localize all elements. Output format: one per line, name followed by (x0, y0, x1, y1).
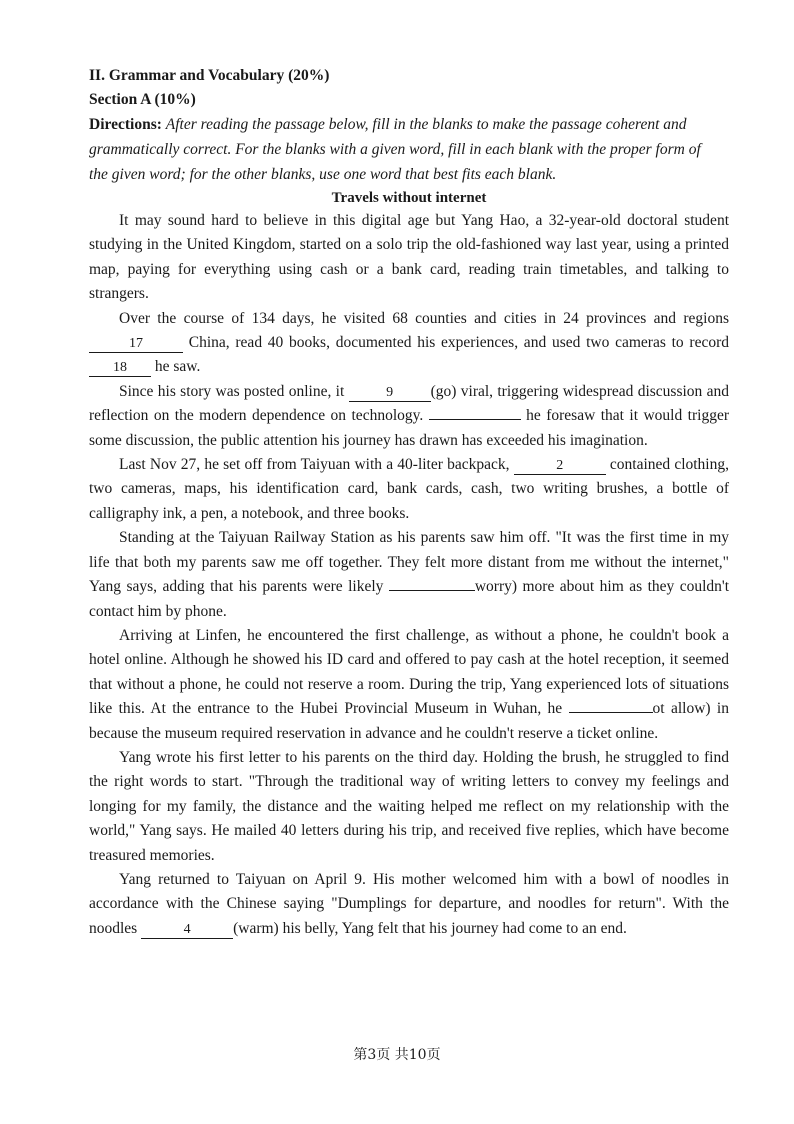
page-number: 第3页 共10页 (353, 1047, 441, 1063)
blank-21[interactable]: 2 (514, 458, 606, 475)
blank-23[interactable] (569, 712, 653, 713)
paragraph-6-text-b: ot allow) in because the museum required reservation in advance and he couldn't reserve a ticket online. (89, 700, 729, 742)
blank-19[interactable]: 9 (349, 385, 431, 402)
directions-text: After reading the passage below, fill in the blanks to make the passage coherent and grammatically correct. For the blanks with a given word, fill in each blank with the proper form of the given word; for the other blanks, use one word that best fits each blank. (89, 116, 701, 183)
blank-24[interactable]: 4 (141, 922, 233, 939)
directions (89, 112, 704, 187)
exam-page (89, 64, 729, 941)
blank-20[interactable] (429, 419, 521, 420)
blank-18[interactable]: 18 (89, 360, 151, 377)
paragraph-5-text-b: worry) more about him as they couldn't contact him by phone. (89, 578, 729, 620)
paragraph-2-text-b: China, read 40 books, documented his experiences, and used two cameras to record (183, 334, 729, 352)
paragraph-4-text-a: Last Nov 27, he set off from Taiyuan with a 40-liter backpack, (119, 456, 514, 474)
paragraph-3 (89, 380, 729, 453)
paragraph-6 (89, 624, 729, 746)
paragraph-3-text-c: he foresaw that it would trigger some discussion, the public attention his journey has drawn has exceeded his imagination. (89, 407, 730, 449)
paragraph-8-text-a: Yang returned to Taiyuan on April 9. His mother welcomed him with a bowl of noodles in accordance with the Chinese saying "Dumplings for departure, and noodles for return". With the noodles (89, 870, 729, 937)
blank-22[interactable] (389, 590, 475, 591)
paragraph-5 (89, 526, 729, 624)
paragraph-6-text-a: Arriving at Linfen, he encountered the first challenge, as without a phone, he couldn't book a hotel online. Although he showed his ID card and offered to pay cash at the hotel reception, it seemed that without a phone, he could not reserve a room. During the trip, Yang experienced lots of situations like this. At the entrance to the Hubei Provincial Museum in Wuhan, he (89, 626, 729, 718)
section-title: II. Grammar and Vocabulary (20%) (89, 67, 330, 84)
blank-17[interactable]: 17 (89, 336, 183, 353)
paragraph-5-text-a: Standing at the Taiyuan Railway Station as his parents saw him off. "It was the first time in my life that both my parents saw me off together. They felt more distant from me without the internet," Yang says, adding that his parents were likely (89, 529, 729, 596)
paragraph-1: It may sound hard to believe in this digital age but Yang Hao, a 32-year-old doctoral student studying in the United Kingdom, started on a solo trip the old-fashioned way last year, using a printed map, paying for everything using cash or a bank card, reading train timetables, and talking to strangers. (89, 212, 729, 303)
paragraph-8-text-b: (warm) his belly, Yang felt that his journey had come to an end. (233, 919, 627, 937)
paragraph-7: Yang wrote his first letter to his parents on the third day. Holding the brush, he struggled to find the right words to start. "Through the traditional way of writing letters to convey my feelings and longing for my family, the distance and the waiting helped me reflect on my relationship with the world," Yang says. He mailed 40 letters during his trip, and received five replies, which have become treasured memories. (89, 748, 729, 864)
paragraph-3-text-b: (go) viral, triggering widespread discussion and reflection on the modern dependence on technology. (89, 382, 730, 425)
paragraph-2 (89, 307, 729, 380)
passage-title: Travels without internet (331, 190, 487, 206)
paragraph-2-text-a: Over the course of 134 days, he visited 68 counties and cities in 24 provinces and regions (119, 309, 729, 327)
directions-label: Directions: (89, 116, 162, 133)
paragraph-4-text-b: contained clothing, two cameras, maps, his identification card, bank cards, cash, two writing brushes, a bottle of calligraphy ink, a pen, a notebook, and three books. (89, 456, 729, 522)
paragraph-8 (89, 868, 729, 941)
paragraph-4 (89, 453, 729, 526)
paragraph-2-text-c: he saw. (151, 358, 201, 376)
subsection-title: Section A (10%) (89, 91, 196, 108)
paragraph-3-text-a: Since his story was posted online, it (119, 382, 349, 400)
